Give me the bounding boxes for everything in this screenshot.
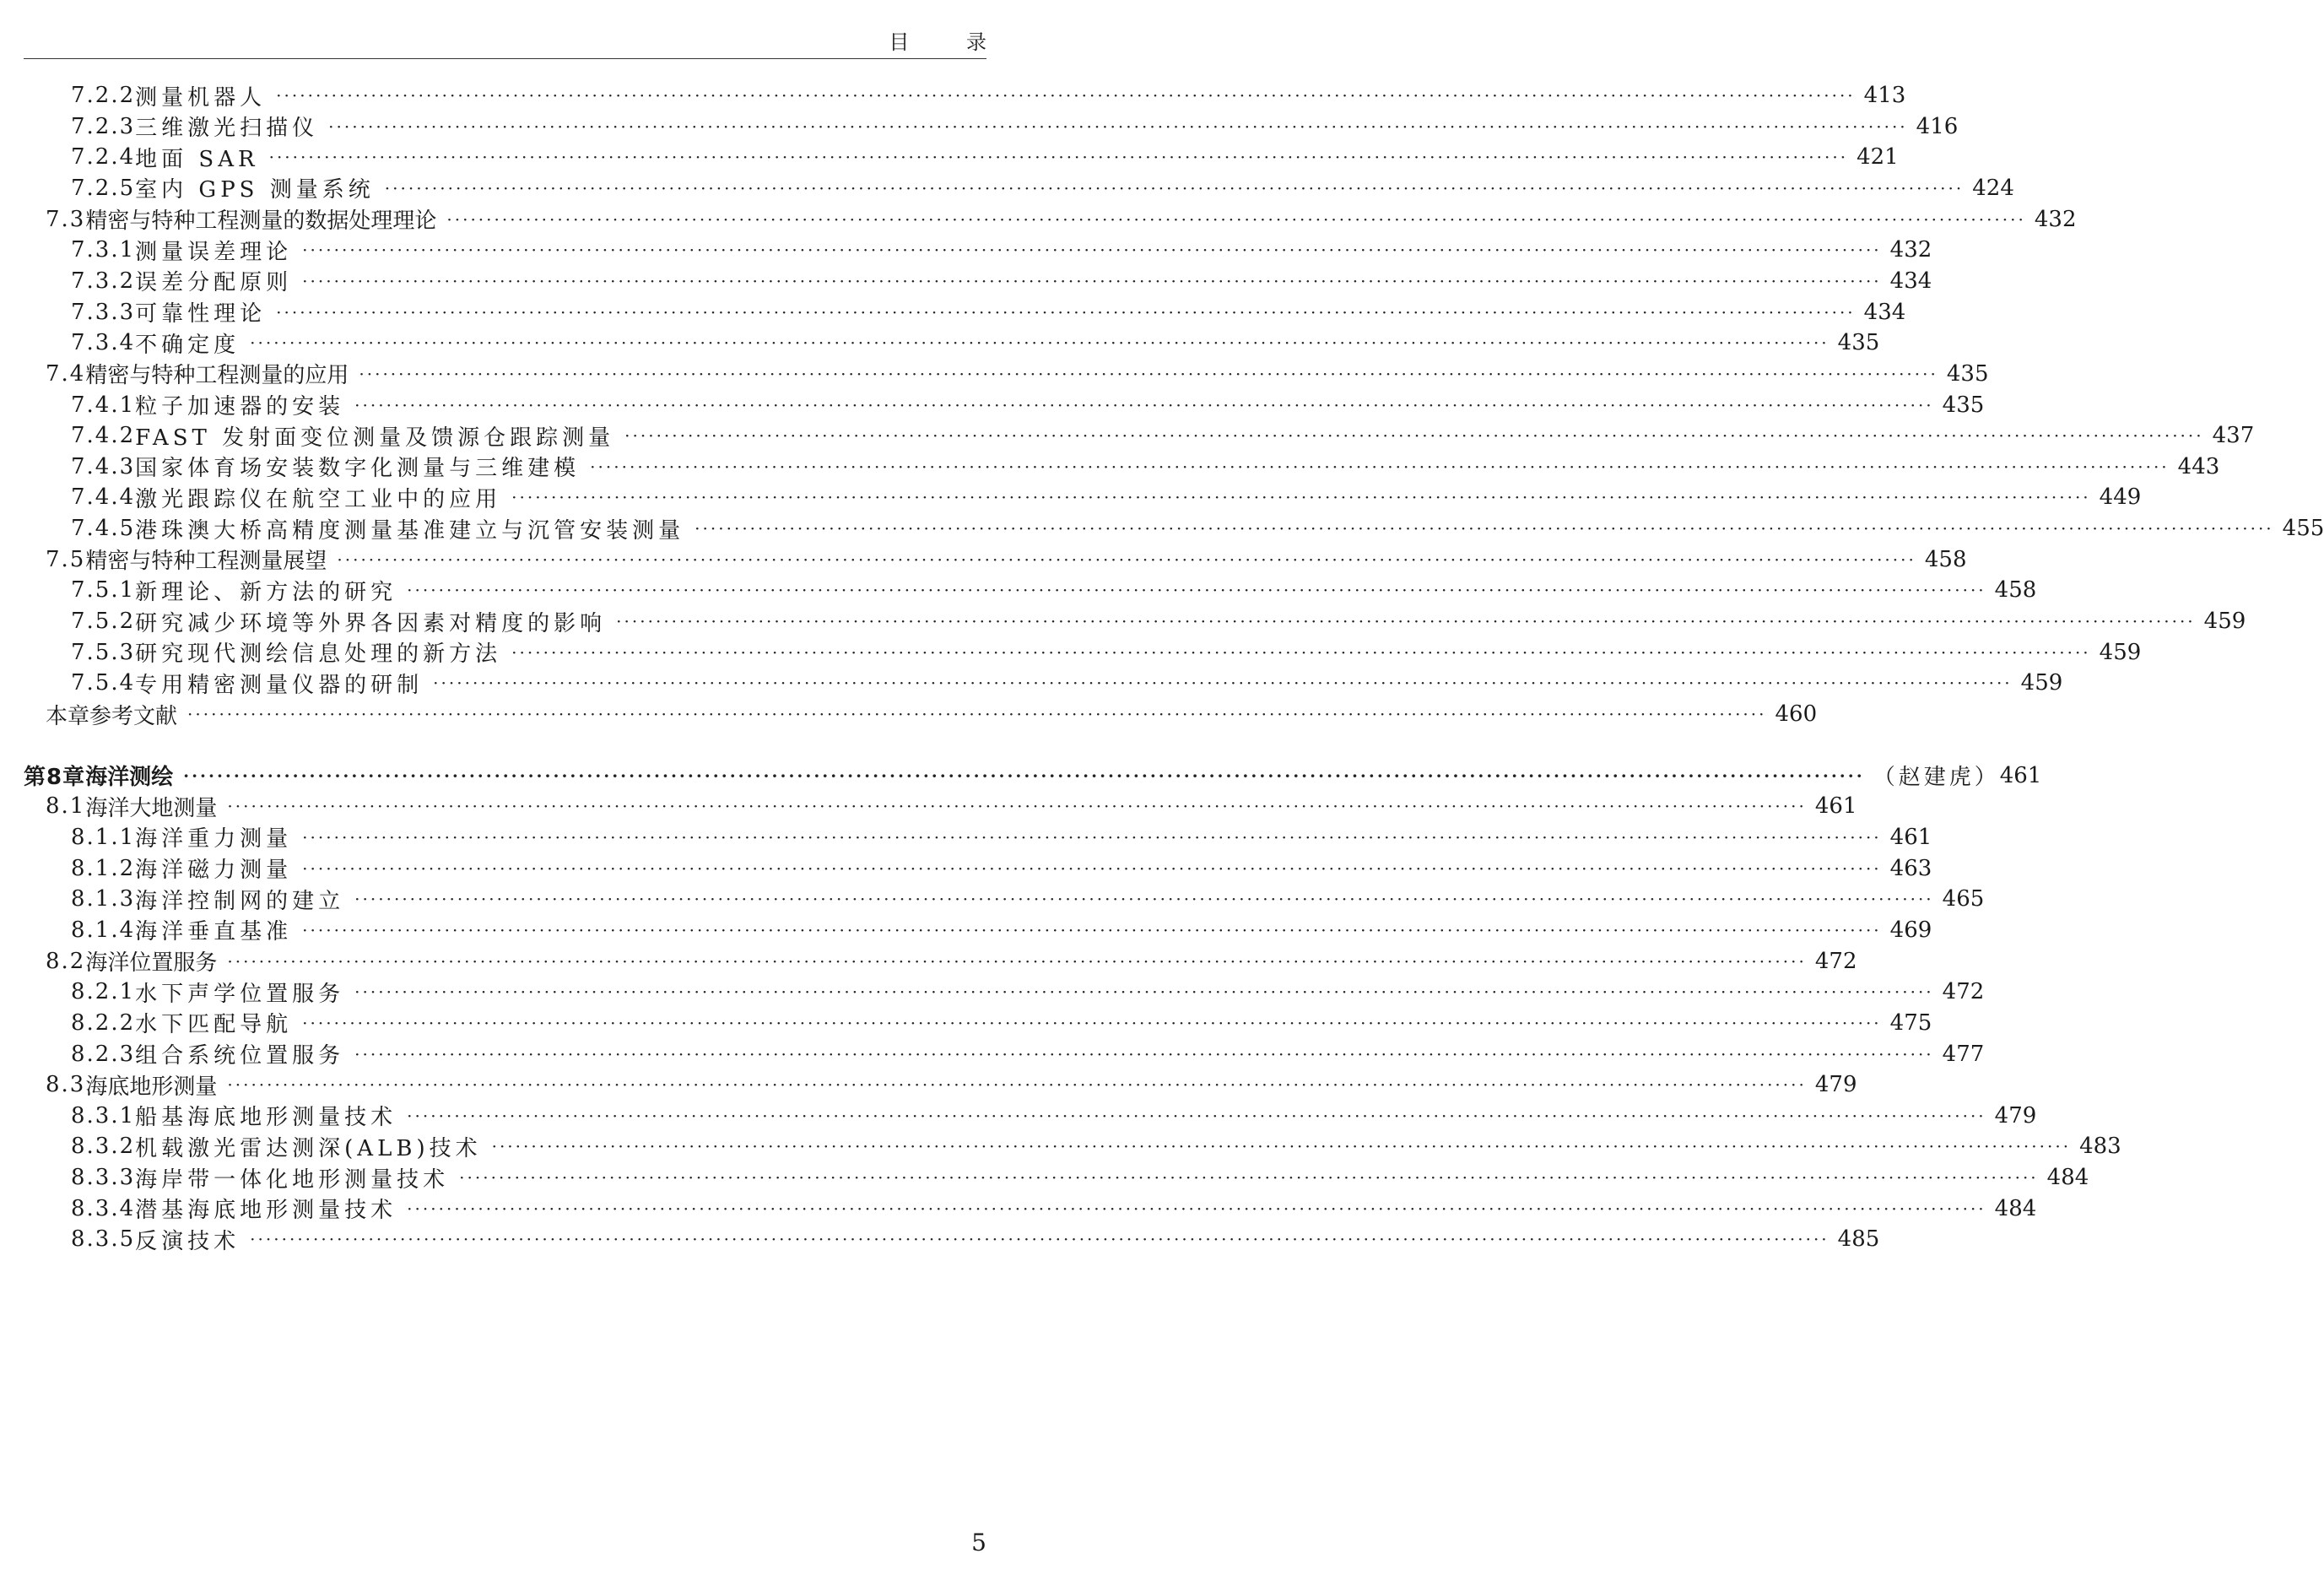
toc-entry-page: 484	[2046, 1165, 2089, 1191]
toc-entry-page: 449	[2099, 484, 2142, 511]
toc-entry-page: 475	[1889, 1009, 1932, 1036]
toc-entry-title: 误差分配原则	[135, 270, 293, 296]
toc-entry-page: 443	[2177, 453, 2220, 479]
toc-entry-title: 海洋控制网的建立	[135, 888, 345, 914]
dot-leader: ········································································································································································································	[227, 950, 1807, 972]
toc-entry-page: 469	[1889, 917, 1932, 943]
dot-leader: ········································································································································································································	[354, 889, 1934, 910]
toc-entry-page: 460	[1775, 701, 1818, 727]
toc-entry-number: 7.5	[46, 546, 86, 572]
toc-entry-title: 精密与特种工程测量的数据处理理论	[85, 208, 437, 235]
toc-entry-title: 海洋垂直基准	[135, 919, 293, 945]
toc-entry-number: 7.3.3	[71, 299, 136, 325]
toc-entry-number: 第8章	[24, 765, 86, 791]
toc-entry-page: 458	[1994, 577, 2037, 603]
toc-entry-number: 7.2.3	[71, 113, 136, 139]
toc-entry-page: 485	[1837, 1226, 1880, 1253]
toc-entry-number: 7.5.4	[71, 670, 136, 696]
toc-entry-title: 测量机器人	[135, 84, 267, 111]
toc-entry-number: 7.2.5	[71, 175, 136, 201]
toc-entry-title: 可靠性理论	[135, 301, 267, 327]
toc-entry-title: 海洋重力测量	[135, 826, 293, 852]
dot-leader: ········································································································································································································	[446, 208, 2026, 230]
header-rule	[24, 58, 986, 59]
toc-entry-page: 458	[1924, 546, 1967, 572]
dot-leader: ········································································································································································································	[302, 858, 1882, 879]
toc-entry[interactable]	[0, 695, 1818, 733]
dot-leader: ········································································································································································································	[250, 333, 1829, 354]
dot-leader: ········································································································································································································	[302, 826, 1882, 847]
toc-entry-title: 水下匹配导航	[135, 1012, 293, 1038]
toc-entry-title: 组合系统位置服务	[135, 1043, 345, 1069]
toc-entry-title: 反演技术	[135, 1228, 241, 1254]
toc-entry-number: 7.3	[46, 206, 86, 232]
dot-leader: ········································································································································································································	[359, 363, 1938, 384]
toc-entry-page: 479	[1814, 1072, 1857, 1098]
toc-entry-title: 不确定度	[135, 332, 241, 358]
toc-entry-page: 416	[1916, 113, 1959, 139]
toc-entry-title: 室内 GPS 测量系统	[135, 177, 375, 203]
toc-entry-title: 海洋测绘	[85, 765, 174, 791]
toc-entry-page: 472	[1942, 979, 1985, 1005]
toc-entry-number: 7.5.2	[71, 609, 136, 635]
toc-entry[interactable]	[0, 1220, 1880, 1258]
dot-leader: ········································································································································································································	[276, 85, 1856, 106]
chapter-author: （赵建虎）	[1873, 765, 2000, 791]
toc-entry-title: 国家体育场安装数字化测量与三维建模	[135, 456, 581, 482]
toc-entry-number: 8.1.1	[71, 824, 136, 850]
toc-entry-number: 7.4.2	[71, 423, 136, 449]
toc-entry-title: 潜基海底地形测量技术	[135, 1198, 397, 1224]
toc-entry-number: 8.2.1	[71, 979, 136, 1005]
toc-entry-title: 港珠澳大桥高精度测量基准建立与沉管安装测量	[135, 517, 685, 544]
toc-entry-page: 435	[1942, 392, 1985, 418]
toc-entry-title: 海洋大地测量	[85, 795, 218, 821]
toc-entry-title: 研究现代测绘信息处理的新方法	[135, 641, 502, 668]
toc-entry-title: 水下声学位置服务	[135, 981, 345, 1007]
dot-leader: ········································································································································································································	[491, 1136, 2072, 1157]
dot-leader: ········································································································································································································	[187, 704, 1767, 724]
toc-entry-number: 7.4.1	[71, 392, 136, 418]
toc-entry-title: 本章参考文献	[46, 703, 178, 729]
toc-entry-number: 8.1.3	[71, 886, 136, 912]
toc-entry-page: 435	[1837, 330, 1880, 356]
toc-entry-number: 7.4.4	[71, 484, 136, 511]
toc-entry-title: 新理论、新方法的研究	[135, 579, 397, 605]
toc-entry-page: 465	[1942, 886, 1985, 912]
toc-entry-number: 7.2.4	[71, 144, 136, 170]
dot-leader: ········································································································································································································	[511, 487, 2091, 508]
toc-entry-title: 激光跟踪仪在航空工业中的应用	[135, 486, 502, 512]
dot-leader: ········································································································································································································	[459, 1167, 2039, 1188]
dot-leader: ········································································································································································································	[337, 549, 1916, 570]
toc-entry-page: 461	[1889, 824, 1932, 850]
dot-leader: ········································································································································································································	[302, 919, 1882, 940]
toc-entry-number: 7.2.2	[71, 83, 136, 108]
toc-entry-page: 477	[1942, 1041, 1985, 1067]
toc-entry-page: 424	[1972, 175, 2014, 201]
toc-entry-page: 434	[1889, 268, 1932, 294]
toc-entry-title: 海洋磁力测量	[135, 858, 293, 884]
dot-leader: ········································································································································································································	[276, 301, 1856, 322]
toc-entry-title: 精密与特种工程测量的应用	[85, 363, 349, 389]
toc-entry-title: 粒子加速器的安装	[135, 394, 345, 419]
toc-entry-number: 7.4.5	[71, 516, 136, 542]
dot-leader: ········································································································································································································	[227, 796, 1807, 817]
dot-leader: ········································································································································································································	[227, 1074, 1807, 1096]
toc-entry-number: 8.3	[46, 1072, 86, 1098]
toc-entry-page: 461	[1814, 793, 1857, 820]
dot-leader: ········································································································································································································	[694, 518, 2274, 539]
toc-entry-page: 421	[1856, 144, 1899, 170]
dot-leader: ········································································································································································································	[511, 641, 2091, 663]
toc-entry-number: 8.3.4	[71, 1195, 136, 1221]
dot-leader: ········································································································································································································	[268, 147, 1849, 168]
toc-entry-number: 7.4	[46, 360, 86, 387]
toc-entry-page: 455	[2282, 516, 2324, 542]
page-number: 5	[971, 1529, 986, 1556]
dot-leader: ········································································································································································································	[407, 580, 1986, 601]
toc-entry-title: 地面 SAR	[135, 146, 259, 172]
running-header: 目 录	[889, 30, 1012, 54]
toc-entry-title: 测量误差理论	[135, 239, 293, 265]
toc-entry-title: 精密与特种工程测量展望	[85, 549, 327, 575]
toc-entry-number: 8.3.1	[71, 1102, 136, 1128]
toc-entry-number: 8.3.5	[71, 1226, 136, 1253]
dot-leader: ········································································································································································································	[407, 1198, 1986, 1219]
toc-entry-number: 7.3.2	[71, 268, 136, 294]
toc-entry-page: 434	[1863, 299, 1906, 325]
toc-entry-page: 459	[2203, 609, 2246, 635]
toc-entry-number: 8.1	[46, 793, 86, 820]
dot-leader: ········································································································································································································	[354, 1043, 1934, 1064]
dot-leader: ········································································································································································································	[407, 1105, 1986, 1126]
toc-entry-number: 8.3.3	[71, 1165, 136, 1191]
toc-entry-number: 8.3.2	[71, 1134, 136, 1160]
dot-leader: ········································································································································································································	[328, 116, 1908, 137]
dot-leader: ········································································································································································································	[250, 1229, 1829, 1250]
dot-leader: ········································································································································································································	[616, 611, 2196, 632]
toc-entry-title: 船基海底地形测量技术	[135, 1105, 397, 1131]
toc-entry-title: FAST 发射面变位测量及馈源仓跟踪测量	[135, 425, 615, 451]
toc-entry-page: 459	[2099, 639, 2142, 665]
dot-leader: ········································································································································································································	[183, 765, 1865, 786]
dot-leader: ········································································································································································································	[433, 673, 2013, 694]
toc-entry-page: 483	[2079, 1134, 2121, 1160]
toc-entry-number: 7.5.1	[71, 577, 136, 603]
toc-entry-page: 437	[2212, 423, 2255, 449]
toc-entry-page: 479	[1994, 1102, 2037, 1128]
dot-leader: ········································································································································································································	[302, 1012, 1882, 1033]
dot-leader: ········································································································································································································	[384, 177, 1965, 198]
dot-leader: ········································································································································································································	[302, 240, 1882, 261]
toc-entry-number: 8.2	[46, 948, 86, 974]
toc-entry-page: 435	[1946, 360, 1989, 387]
toc-entry-title: 研究减少环境等外界各因素对精度的影响	[135, 610, 607, 636]
toc-entry-title: 海洋位置服务	[85, 950, 218, 977]
toc-entry-title: 机载激光雷达测深(ALB)技术	[135, 1135, 482, 1161]
toc-entry-title: 海岸带一体化地形测量技术	[135, 1166, 450, 1193]
toc-entry-number: 7.3.1	[71, 237, 136, 263]
toc-entry-number: 8.2.3	[71, 1041, 136, 1067]
toc-entry-page: 472	[1814, 948, 1857, 974]
toc-entry-page: 413	[1863, 83, 1906, 108]
toc-entry-number: 8.1.4	[71, 917, 136, 943]
toc-entry-page: 461	[1999, 762, 2042, 788]
toc-entry-number: 7.4.3	[71, 453, 136, 479]
toc-entry-page: 484	[1994, 1195, 2037, 1221]
toc-entry-page: 459	[2020, 670, 2063, 696]
dot-leader: ········································································································································································································	[354, 394, 1934, 415]
dot-leader: ········································································································································································································	[302, 270, 1882, 291]
toc-entry-page: 432	[2034, 206, 2077, 232]
toc-entry-title: 海底地形测量	[85, 1074, 218, 1100]
toc-entry-number: 7.3.4	[71, 330, 136, 356]
toc-entry-number: 7.5.3	[71, 639, 136, 665]
dot-leader: ········································································································································································································	[624, 425, 2204, 447]
dot-leader: ········································································································································································································	[354, 982, 1934, 1003]
toc-entry-page: 432	[1889, 237, 1932, 263]
toc-entry-page: 463	[1889, 855, 1932, 881]
dot-leader: ········································································································································································································	[590, 456, 2170, 477]
toc-entry-number: 8.1.2	[71, 855, 136, 881]
toc-entry-number: 8.2.2	[71, 1009, 136, 1036]
toc-entry-title: 三维激光扫描仪	[135, 116, 319, 142]
toc-entry-title: 专用精密测量仪器的研制	[135, 672, 424, 698]
